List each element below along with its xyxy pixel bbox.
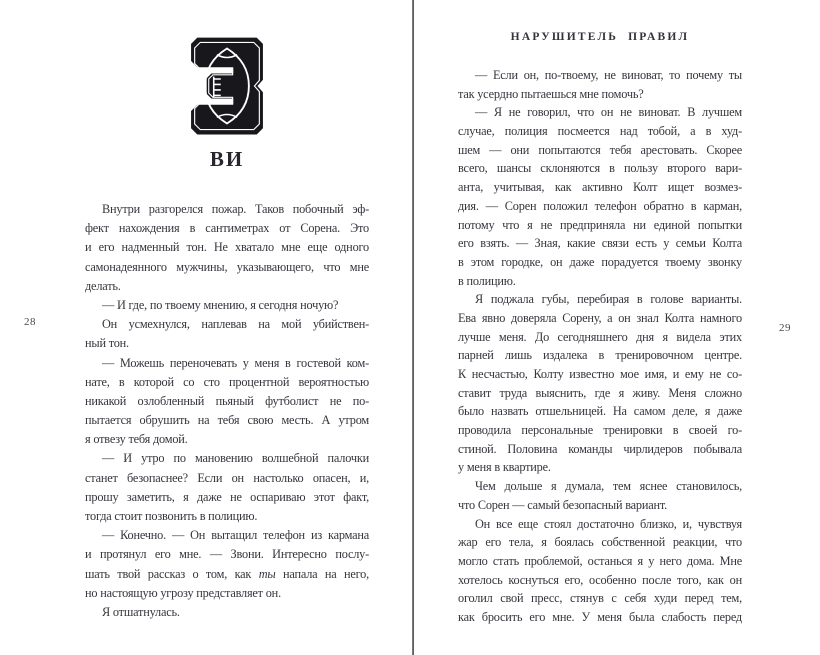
text-line: станет безопаснее? Если он настолько опасен, и, xyxy=(85,470,369,485)
text-line: — Я не говорил, что он не виноват. В лучшем xyxy=(475,105,742,120)
text-line: жар его тела, я боялась собственной реакции, что xyxy=(458,535,742,550)
text-line: нате, в которой со сто процентной вероятностью xyxy=(85,374,369,389)
running-head: НАРУШИТЕЛЬ ПРАВИЛ xyxy=(510,31,690,43)
paragraph xyxy=(85,603,369,622)
paragraph xyxy=(85,315,369,353)
chapter-title: ВИ xyxy=(209,147,245,171)
text-line: шать твой рассказ о том, как ты напала на него, xyxy=(85,566,369,581)
text-line: делать. xyxy=(85,278,121,293)
paragraph xyxy=(458,290,742,477)
text-line: Внутри разгорелся пожар. Таков побочный эф- xyxy=(102,202,369,216)
left-page[interactable] xyxy=(85,0,369,655)
text-line: парней лишь издалека в тренировочном центре. xyxy=(458,348,742,363)
text-line: но настоящую угрозу представляет он. xyxy=(85,585,281,600)
text-line: Он все еще стоял достаточно близко, и, чувствуя xyxy=(475,516,742,531)
text-line: в этом городке, он даже порадуется твоему звонку xyxy=(458,254,742,269)
text-line: ный тон. xyxy=(85,336,129,351)
text-line: хотелось коснуться его, особенно после того, как он xyxy=(458,572,742,587)
text-line: анта, учитывая, как активно Колт ищет возмез- xyxy=(458,180,742,195)
paragraph xyxy=(458,103,742,290)
text-line: никакой озлобленный пьяный футболист не по- xyxy=(85,393,369,408)
text-line: Я поджала губы, перебирая в голове варианты. xyxy=(475,292,742,307)
text-line: так усердно пытаешься мне помочь? xyxy=(458,86,644,101)
text-line: лучше меня. До сегодняшнего дня я видела этих xyxy=(458,329,742,344)
text-line: — И утро по мановению волшебной палочки xyxy=(102,451,369,466)
text-line: его взять. — Зная, какие связи есть у семьи Колта xyxy=(458,236,742,251)
page-number-right: 29 xyxy=(779,322,791,334)
right-page[interactable] xyxy=(458,0,742,655)
chapter-heading xyxy=(85,36,369,172)
text-line: шем — они попытаются тебя арестовать. Скорее xyxy=(458,142,742,157)
text-line: пытается обрушить на тебя свою месть. А утром xyxy=(85,413,369,428)
text-line: — И где, по твоему мнению, я сегодня ночую? xyxy=(102,297,339,312)
paragraph xyxy=(85,354,369,450)
paragraph xyxy=(85,296,369,315)
paragraph xyxy=(85,449,369,526)
text-line: и протянул его мне. — Звони. Интересно послу- xyxy=(85,547,369,562)
text-line: Чем дольше я думала, тем яснее становилось, xyxy=(475,479,742,494)
text-line: самонадеянного мужчины, указывающего, что мне xyxy=(85,259,369,274)
text-line: и его надменный тон. Не хватало мне еще одного xyxy=(85,240,369,255)
text-line: — Конечно. — Он вытащил телефон из кармана xyxy=(102,528,369,543)
text-line: К несчастью, Колту известно мое имя, и ему не со- xyxy=(458,367,742,381)
right-page-body xyxy=(458,66,742,627)
text-line: у меня в квартире. xyxy=(458,460,551,475)
text-line: случае, полиция посмеется над тобой, а в худ- xyxy=(458,124,742,139)
text-line: ставит труда выяснить, где я живу. Меня сложно xyxy=(458,385,742,400)
paragraph xyxy=(458,515,742,627)
text-line: оголил свой пресс, стянув с себя худи перед тем, xyxy=(458,591,742,606)
left-page-body xyxy=(85,200,369,622)
text-line: как бросить его мне. У меня была слабость перед xyxy=(458,609,742,624)
text-line: прошу заметить, я даже не оспариваю этот факт, xyxy=(85,489,369,504)
text-line: всего, шансы склоняются в пользу второго вари- xyxy=(458,161,742,176)
text-line: было назвать отшельницей. На самом деле, я даже xyxy=(458,404,742,419)
text-line: в полицию. xyxy=(458,273,516,288)
text-line: Я отшатнулась. xyxy=(102,604,180,619)
page-gutter-divider xyxy=(412,0,414,655)
paragraph xyxy=(458,477,742,514)
varsity-numeral-3-with-football-icon xyxy=(186,36,268,136)
page-number-left: 28 xyxy=(24,316,36,328)
text-line: потому что я не предприняла ни единой попытки xyxy=(458,217,742,232)
text-line: Ева явно доверяла Сорену, а он знал Колта намного xyxy=(458,310,742,325)
text-line: Он усмехнулся, наплевав на мой убийствен- xyxy=(102,317,369,332)
text-line: я отвезу тебя домой. xyxy=(85,432,188,447)
text-line: проводила персональные тренировки в своей го- xyxy=(458,423,742,438)
text-line: что Сорен — самый безопасный вариант. xyxy=(458,497,667,512)
text-line: дия. — Сорен положил телефон обратно в карман, xyxy=(458,198,742,213)
text-line: стиной. Половина команды чирлидеров побывала xyxy=(458,441,742,456)
text-line: — Если он, по-твоему, не виноват, то почему ты xyxy=(475,68,742,82)
text-line: фект нахождения в сантиметрах от Сорена. Это xyxy=(85,221,369,236)
paragraph xyxy=(458,66,742,103)
text-line: могло стать проблемой, останься я у него дома. Мне xyxy=(458,553,742,568)
text-line: — Можешь переночевать у меня в гостевой ком- xyxy=(102,355,369,370)
paragraph xyxy=(85,526,369,603)
paragraph xyxy=(85,200,369,296)
text-line: тогда стоит позвонить в полицию. xyxy=(85,509,258,523)
